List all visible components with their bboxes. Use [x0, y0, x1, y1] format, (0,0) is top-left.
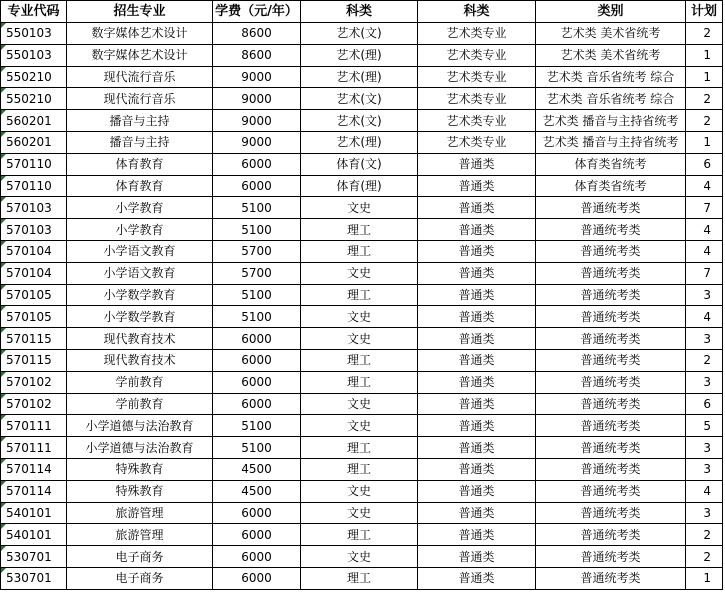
cell-kind: 普通类: [418, 458, 536, 480]
cell-tuition: 5100: [213, 219, 301, 241]
cell-tuition: 6000: [213, 328, 301, 350]
cell-major-name: 小学道德与法治教育: [67, 437, 213, 459]
cell-kind: 艺术类专业: [418, 23, 536, 45]
cell-category: 体育类省统考: [536, 175, 686, 197]
cell-category: 普通统考类: [536, 328, 686, 350]
cell-major-code: 570103: [1, 219, 67, 241]
cell-major-name: 小学数学教育: [67, 284, 213, 306]
cell-category: 普通统考类: [536, 415, 686, 437]
cell-tuition: 6000: [213, 393, 301, 415]
table-row: [1, 393, 723, 415]
cell-subject: 理工: [301, 240, 418, 262]
cell-plan: 1: [686, 44, 723, 66]
cell-tuition: 5700: [213, 262, 301, 284]
cell-tuition: 9000: [213, 110, 301, 132]
cell-kind: 普通类: [418, 502, 536, 524]
cell-category: 普通统考类: [536, 458, 686, 480]
cell-plan: 3: [686, 437, 723, 459]
cell-tuition: 6000: [213, 524, 301, 546]
table-row: [1, 524, 723, 546]
cell-plan: 4: [686, 306, 723, 328]
cell-major-code: 530701: [1, 567, 67, 589]
cell-subject: 艺术(文): [301, 88, 418, 110]
cell-plan: 3: [686, 458, 723, 480]
cell-major-code: 570105: [1, 306, 67, 328]
cell-tuition: 6000: [213, 153, 301, 175]
cell-tuition: 4500: [213, 480, 301, 502]
cell-major-code: 570115: [1, 349, 67, 371]
cell-plan: 6: [686, 393, 723, 415]
table-row: [1, 415, 723, 437]
cell-subject: 文史: [301, 262, 418, 284]
cell-major-name: 体育教育: [67, 153, 213, 175]
cell-tuition: 6000: [213, 349, 301, 371]
table-row: [1, 44, 723, 66]
cell-kind: 普通类: [418, 262, 536, 284]
cell-subject: 文史: [301, 502, 418, 524]
cell-category: 普通统考类: [536, 480, 686, 502]
cell-plan: 7: [686, 262, 723, 284]
cell-category: 普通统考类: [536, 197, 686, 219]
cell-plan: 3: [686, 502, 723, 524]
cell-major-code: 560201: [1, 131, 67, 153]
cell-subject: 体育(理): [301, 175, 418, 197]
cell-major-name: 学前教育: [67, 371, 213, 393]
cell-category: 普通统考类: [536, 306, 686, 328]
cell-subject: 文史: [301, 480, 418, 502]
cell-kind: 普通类: [418, 437, 536, 459]
cell-tuition: 5100: [213, 284, 301, 306]
cell-kind: 艺术类专业: [418, 44, 536, 66]
cell-major-code: 570102: [1, 393, 67, 415]
cell-major-code: 570114: [1, 480, 67, 502]
cell-category: 普通统考类: [536, 240, 686, 262]
cell-kind: 普通类: [418, 219, 536, 241]
cell-tuition: 4500: [213, 458, 301, 480]
cell-category: 艺术类 美术省统考: [536, 23, 686, 45]
cell-major-name: 特殊教育: [67, 458, 213, 480]
cell-subject: 文史: [301, 328, 418, 350]
cell-major-code: 550210: [1, 88, 67, 110]
cell-plan: 4: [686, 480, 723, 502]
cell-major-code: 540101: [1, 502, 67, 524]
cell-category: 体育类省统考: [536, 153, 686, 175]
cell-tuition: 6000: [213, 502, 301, 524]
table-row: [1, 437, 723, 459]
cell-subject: 文史: [301, 306, 418, 328]
cell-plan: 3: [686, 371, 723, 393]
cell-major-code: 540101: [1, 524, 67, 546]
table-row: [1, 306, 723, 328]
cell-kind: 普通类: [418, 175, 536, 197]
cell-tuition: 6000: [213, 175, 301, 197]
cell-category: 普通统考类: [536, 502, 686, 524]
cell-major-name: 小学教育: [67, 219, 213, 241]
cell-plan: 1: [686, 567, 723, 589]
table-row: [1, 88, 723, 110]
cell-category: 普通统考类: [536, 393, 686, 415]
table-row: [1, 110, 723, 132]
cell-category: 普通统考类: [536, 567, 686, 589]
cell-plan: 2: [686, 524, 723, 546]
cell-major-code: 570102: [1, 371, 67, 393]
cell-tuition: 8600: [213, 44, 301, 66]
cell-subject: 艺术(理): [301, 66, 418, 88]
table-row: [1, 371, 723, 393]
cell-major-name: 电子商务: [67, 546, 213, 568]
cell-category: 普通统考类: [536, 437, 686, 459]
table-row: [1, 502, 723, 524]
table-row: [1, 240, 723, 262]
cell-major-name: 小学语文教育: [67, 262, 213, 284]
cell-kind: 艺术类专业: [418, 131, 536, 153]
cell-major-name: 旅游管理: [67, 502, 213, 524]
cell-plan: 1: [686, 131, 723, 153]
cell-major-code: 570110: [1, 175, 67, 197]
table-row: [1, 131, 723, 153]
cell-major-name: 小学语文教育: [67, 240, 213, 262]
cell-subject: 艺术(文): [301, 110, 418, 132]
cell-subject: 文史: [301, 393, 418, 415]
cell-plan: 3: [686, 284, 723, 306]
cell-major-name: 学前教育: [67, 393, 213, 415]
cell-major-code: 550210: [1, 66, 67, 88]
cell-kind: 普通类: [418, 328, 536, 350]
cell-kind: 普通类: [418, 349, 536, 371]
cell-plan: 4: [686, 240, 723, 262]
cell-major-code: 570105: [1, 284, 67, 306]
cell-subject: 理工: [301, 349, 418, 371]
table-row: [1, 284, 723, 306]
cell-subject: 文史: [301, 415, 418, 437]
cell-plan: 6: [686, 153, 723, 175]
cell-major-name: 现代流行音乐: [67, 88, 213, 110]
cell-subject: 艺术(理): [301, 131, 418, 153]
cell-tuition: 5100: [213, 306, 301, 328]
cell-plan: 2: [686, 546, 723, 568]
cell-subject: 文史: [301, 197, 418, 219]
table-row: [1, 262, 723, 284]
table-row: [1, 349, 723, 371]
cell-major-name: 播音与主持: [67, 131, 213, 153]
cell-major-code: 550103: [1, 44, 67, 66]
table-row: [1, 153, 723, 175]
cell-tuition: 6000: [213, 371, 301, 393]
cell-tuition: 9000: [213, 66, 301, 88]
table-row: [1, 458, 723, 480]
cell-plan: 3: [686, 328, 723, 350]
cell-subject: 文史: [301, 546, 418, 568]
cell-major-code: 570104: [1, 262, 67, 284]
cell-major-name: 小学数学教育: [67, 306, 213, 328]
cell-category: 艺术类 播音与主持省统考: [536, 131, 686, 153]
cell-major-name: 小学教育: [67, 197, 213, 219]
cell-kind: 普通类: [418, 153, 536, 175]
table-row: [1, 23, 723, 45]
cell-kind: 艺术类专业: [418, 88, 536, 110]
header-category: 类别: [536, 1, 686, 23]
header-major-name: 招生专业: [67, 1, 213, 23]
cell-category: 普通统考类: [536, 284, 686, 306]
table-row: [1, 567, 723, 589]
cell-major-name: 电子商务: [67, 567, 213, 589]
header-kind: 科类: [418, 1, 536, 23]
cell-major-name: 现代流行音乐: [67, 66, 213, 88]
cell-kind: 普通类: [418, 284, 536, 306]
cell-category: 普通统考类: [536, 219, 686, 241]
cell-major-code: 570111: [1, 437, 67, 459]
table-row: [1, 175, 723, 197]
cell-kind: 普通类: [418, 240, 536, 262]
cell-major-name: 数字媒体艺术设计: [67, 23, 213, 45]
cell-kind: 普通类: [418, 415, 536, 437]
cell-tuition: 5100: [213, 197, 301, 219]
cell-kind: 艺术类专业: [418, 110, 536, 132]
cell-major-name: 播音与主持: [67, 110, 213, 132]
cell-kind: 普通类: [418, 306, 536, 328]
header-subject: 科类: [301, 1, 418, 23]
cell-category: 艺术类 音乐省统考 综合: [536, 66, 686, 88]
cell-subject: 理工: [301, 437, 418, 459]
cell-subject: 艺术(理): [301, 44, 418, 66]
cell-tuition: 5100: [213, 437, 301, 459]
cell-plan: 4: [686, 219, 723, 241]
table-row: [1, 66, 723, 88]
cell-kind: 普通类: [418, 546, 536, 568]
header-row: [1, 1, 723, 23]
cell-subject: 理工: [301, 458, 418, 480]
cell-major-name: 旅游管理: [67, 524, 213, 546]
cell-category: 普通统考类: [536, 262, 686, 284]
cell-kind: 普通类: [418, 480, 536, 502]
cell-category: 普通统考类: [536, 546, 686, 568]
cell-major-code: 560201: [1, 110, 67, 132]
cell-tuition: 5700: [213, 240, 301, 262]
cell-major-code: 530701: [1, 546, 67, 568]
header-plan: 计划: [686, 1, 723, 23]
cell-tuition: 8600: [213, 23, 301, 45]
cell-major-code: 570103: [1, 197, 67, 219]
table-row: [1, 328, 723, 350]
cell-kind: 艺术类专业: [418, 66, 536, 88]
cell-plan: 4: [686, 175, 723, 197]
cell-kind: 普通类: [418, 393, 536, 415]
cell-major-name: 小学道德与法治教育: [67, 415, 213, 437]
cell-category: 普通统考类: [536, 371, 686, 393]
cell-subject: 理工: [301, 567, 418, 589]
cell-tuition: 9000: [213, 131, 301, 153]
cell-major-code: 570111: [1, 415, 67, 437]
header-tuition: 学费（元/年）: [213, 1, 301, 23]
table-row: [1, 197, 723, 219]
cell-subject: 理工: [301, 524, 418, 546]
cell-plan: 5: [686, 415, 723, 437]
cell-kind: 普通类: [418, 567, 536, 589]
cell-major-code: 570110: [1, 153, 67, 175]
cell-category: 艺术类 美术省统考: [536, 44, 686, 66]
cell-major-name: 现代教育技术: [67, 328, 213, 350]
cell-plan: 1: [686, 66, 723, 88]
cell-major-code: 570114: [1, 458, 67, 480]
cell-tuition: 5100: [213, 415, 301, 437]
cell-category: 普通统考类: [536, 524, 686, 546]
cell-plan: 2: [686, 88, 723, 110]
cell-major-name: 体育教育: [67, 175, 213, 197]
cell-major-name: 特殊教育: [67, 480, 213, 502]
cell-category: 艺术类 音乐省统考 综合: [536, 88, 686, 110]
cell-major-name: 现代教育技术: [67, 349, 213, 371]
cell-plan: 7: [686, 197, 723, 219]
table-row: [1, 219, 723, 241]
cell-major-code: 550103: [1, 23, 67, 45]
cell-major-code: 570104: [1, 240, 67, 262]
cell-tuition: 6000: [213, 567, 301, 589]
table-row: [1, 480, 723, 502]
cell-major-name: 数字媒体艺术设计: [67, 44, 213, 66]
cell-kind: 普通类: [418, 197, 536, 219]
cell-plan: 2: [686, 23, 723, 45]
cell-kind: 普通类: [418, 524, 536, 546]
cell-kind: 普通类: [418, 371, 536, 393]
cell-plan: 2: [686, 110, 723, 132]
header-major-code: 专业代码: [1, 1, 67, 23]
cell-category: 艺术类 播音与主持省统考: [536, 110, 686, 132]
cell-category: 普通统考类: [536, 349, 686, 371]
cell-tuition: 6000: [213, 546, 301, 568]
cell-plan: 2: [686, 349, 723, 371]
cell-subject: 理工: [301, 371, 418, 393]
cell-major-code: 570115: [1, 328, 67, 350]
cell-subject: 理工: [301, 219, 418, 241]
cell-subject: 理工: [301, 284, 418, 306]
cell-tuition: 9000: [213, 88, 301, 110]
table-body: [1, 23, 723, 590]
cell-subject: 艺术(文): [301, 23, 418, 45]
cell-subject: 体育(文): [301, 153, 418, 175]
table-row: [1, 546, 723, 568]
